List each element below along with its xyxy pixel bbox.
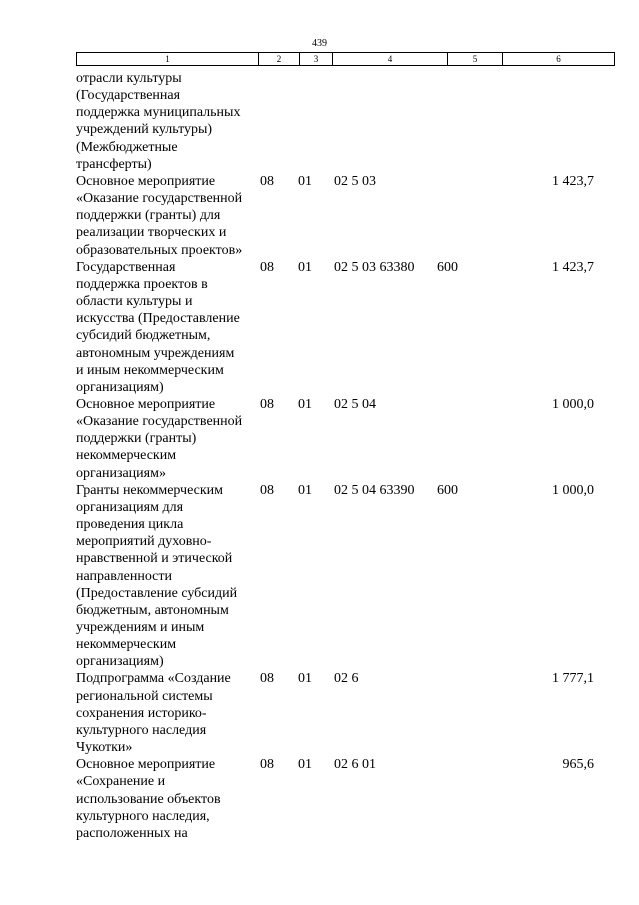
- subsection-code: 01: [298, 671, 312, 687]
- row-description: [76, 396, 256, 482]
- target-article-code: 02 5 03 63380: [334, 259, 415, 275]
- description-line: и иным некоммерческим: [76, 362, 224, 378]
- column-header-table: [76, 52, 615, 66]
- description-line: «Сохранение и: [76, 774, 166, 790]
- description-line: сохранения историко-: [76, 705, 207, 721]
- amount: 1 423,7: [552, 259, 594, 275]
- section-code: 08: [260, 482, 274, 498]
- table-row: [76, 259, 596, 396]
- subsection-code: 01: [298, 757, 312, 773]
- target-article-code: 02 5 04: [334, 396, 376, 412]
- description-line: поддержки (гранты) для: [76, 208, 221, 224]
- description-line: учреждений культуры): [76, 122, 213, 138]
- target-article-code: 02 6 01: [334, 757, 376, 773]
- description-line: бюджетным, автономным: [76, 602, 229, 618]
- description-line: поддержки (гранты): [76, 431, 197, 447]
- description-line: направленности: [76, 568, 173, 584]
- description-line: мероприятий духовно-: [76, 534, 212, 550]
- description-line: (Межбюджетные: [76, 139, 178, 155]
- description-line: поддержка проектов в: [76, 276, 208, 292]
- column-header-1: 1: [77, 53, 259, 66]
- description-line: проведения цикла: [76, 517, 184, 533]
- table-row: [76, 482, 596, 671]
- section-code: 08: [260, 259, 274, 275]
- description-line: искусства (Предоставление: [76, 311, 240, 327]
- amount: 965,6: [562, 757, 594, 773]
- section-code: 08: [260, 757, 274, 773]
- description-line: некоммерческим: [76, 448, 177, 464]
- row-description: [76, 670, 256, 756]
- table-row: [76, 70, 596, 173]
- description-line: Основное мероприятие: [76, 757, 216, 773]
- description-line: трансферты): [76, 156, 152, 172]
- amount: 1 000,0: [552, 396, 594, 412]
- section-code: 08: [260, 396, 274, 412]
- subsection-code: 01: [298, 482, 312, 498]
- description-line: организациям»: [76, 465, 166, 481]
- description-line: Чукотки»: [76, 740, 133, 756]
- description-line: организациям для: [76, 499, 184, 515]
- description-line: «Оказание государственной: [76, 191, 243, 207]
- column-header-5: 5: [448, 53, 503, 66]
- row-description: [76, 173, 256, 259]
- subsection-code: 01: [298, 259, 312, 275]
- target-article-code: 02 5 04 63390: [334, 482, 415, 498]
- column-header-row: [77, 53, 615, 66]
- description-line: (Государственная: [76, 88, 181, 104]
- target-article-code: 02 5 03: [334, 173, 376, 189]
- description-line: (Предоставление субсидий: [76, 585, 238, 601]
- description-line: «Оказание государственной: [76, 414, 243, 430]
- description-line: региональной системы: [76, 688, 213, 704]
- description-line: организациям): [76, 654, 164, 670]
- description-line: Государственная: [76, 259, 176, 275]
- description-line: образовательных проектов»: [76, 242, 243, 258]
- description-line: автономным учреждениям: [76, 345, 235, 361]
- column-header-3: 3: [300, 53, 333, 66]
- table-row: [76, 396, 596, 482]
- column-header-2: 2: [259, 53, 300, 66]
- description-line: Основное мероприятие: [76, 396, 216, 412]
- description-line: субсидий бюджетным,: [76, 328, 211, 344]
- table-row: [76, 670, 596, 756]
- section-code: 08: [260, 173, 274, 189]
- description-line: Гранты некоммерческим: [76, 482, 224, 498]
- description-line: нравственной и этической: [76, 551, 233, 567]
- description-line: культурного наследия,: [76, 808, 210, 824]
- description-line: расположенных на: [76, 825, 188, 841]
- page-number: 439: [312, 38, 327, 49]
- row-description: [76, 756, 256, 842]
- description-line: Основное мероприятие: [76, 173, 216, 189]
- row-description: [76, 259, 256, 396]
- description-line: культурного наследия: [76, 722, 207, 738]
- expense-type-code: 600: [437, 259, 458, 275]
- expense-type-code: 600: [437, 482, 458, 498]
- amount: 1 423,7: [552, 173, 594, 189]
- section-code: 08: [260, 671, 274, 687]
- table-row: [76, 173, 596, 259]
- description-line: реализации творческих и: [76, 225, 227, 241]
- description-line: отрасли культуры: [76, 71, 182, 86]
- subsection-code: 01: [298, 173, 312, 189]
- column-header-6: 6: [503, 53, 615, 66]
- subsection-code: 01: [298, 396, 312, 412]
- description-line: области культуры и: [76, 294, 193, 310]
- description-line: организациям): [76, 379, 164, 395]
- description-line: поддержка муниципальных: [76, 105, 241, 121]
- budget-table-body: [76, 70, 596, 842]
- amount: 1 000,0: [552, 482, 594, 498]
- table-row: [76, 756, 596, 842]
- row-description: [76, 70, 256, 173]
- description-line: учреждениям и иным: [76, 620, 205, 635]
- target-article-code: 02 6: [334, 671, 359, 687]
- description-line: использование объектов: [76, 791, 221, 807]
- description-line: Подпрограмма «Создание: [76, 671, 231, 687]
- row-description: [76, 482, 256, 671]
- column-header-4: 4: [333, 53, 448, 66]
- amount: 1 777,1: [552, 671, 594, 687]
- description-line: некоммерческим: [76, 637, 177, 653]
